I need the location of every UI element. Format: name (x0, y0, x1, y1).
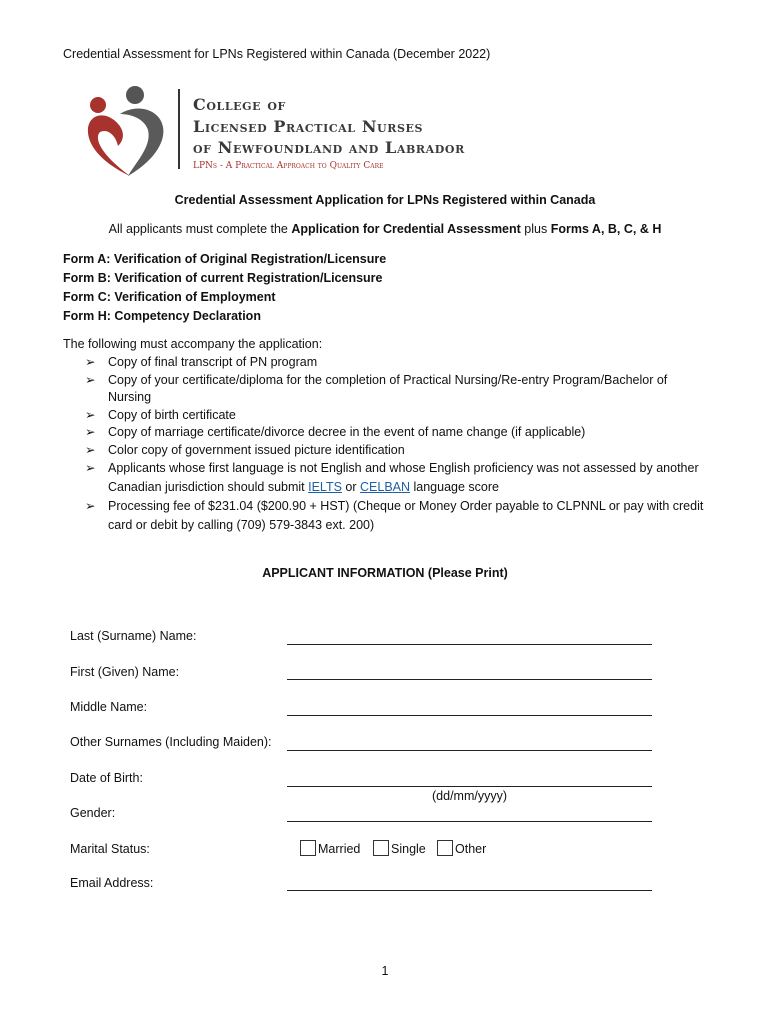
running-header: Credential Assessment for LPNs Registered within Canada (December 2022) (63, 47, 491, 61)
requirement-item (85, 497, 710, 535)
requirement-text: Applicants whose first language is not English and whose English proficiency was not assessed by another Canadian jurisdiction should submit (108, 461, 699, 494)
logo-person-head-gray (126, 86, 144, 104)
single-checkbox[interactable] (373, 840, 389, 856)
arrow-bullet-icon: ➢ (85, 355, 96, 369)
first-name-label: First (Given) Name: (70, 665, 180, 679)
logo-wordmark (193, 94, 465, 171)
logo-divider (178, 89, 180, 169)
requirement-text: Processing fee of $231.04 ($200.90 + HST) (Cheque or Money Order payable to CLPNNL or pay with credit card or debit by calling (709) 579-3843 ext. 200) (108, 499, 704, 532)
requirement-item (85, 372, 710, 407)
logo-heart-gray (120, 108, 163, 176)
logo-tagline: LPNs - A Practical Approach to Quality Care (193, 160, 384, 171)
intro-application: Application for Credential Assessment (291, 222, 521, 236)
gender-field[interactable] (287, 821, 652, 822)
intro-paragraph (0, 222, 770, 236)
logo-line-1: College of (193, 95, 286, 114)
forms-list (63, 250, 386, 326)
requirements-list (85, 354, 710, 535)
form-b: Form B: Verification of current Registration/Licensure (63, 271, 383, 285)
requirement-text-mid: or (341, 480, 360, 494)
dob-label: Date of Birth: (70, 771, 143, 785)
requirement-item (85, 459, 710, 497)
requirement-text: Copy of final transcript of PN program (108, 355, 318, 369)
ielts-link[interactable]: IELTS (308, 480, 342, 494)
intro-middle: plus (520, 222, 551, 236)
last-name-label: Last (Surname) Name: (70, 629, 197, 643)
arrow-bullet-icon: ➢ (85, 499, 96, 513)
middle-name-field[interactable] (287, 715, 652, 716)
logo-heart-red (88, 115, 130, 176)
gender-label: Gender: (70, 806, 116, 820)
arrow-bullet-icon: ➢ (85, 372, 96, 387)
middle-name-label: Middle Name: (70, 700, 148, 714)
page-number: 1 (381, 964, 389, 978)
arrow-bullet-icon: ➢ (85, 461, 96, 475)
requirement-item (85, 354, 710, 372)
arrow-bullet-icon: ➢ (85, 425, 96, 439)
document-title: Credential Assessment Application for LPNs Registered within Canada (174, 193, 596, 207)
requirement-text: Copy of birth certificate (108, 407, 236, 422)
last-name-field[interactable] (287, 644, 652, 645)
other-checkbox[interactable] (437, 840, 453, 856)
married-option-label: Married (318, 842, 361, 856)
other-option-label: Other (455, 842, 487, 856)
requirement-text: Color copy of government issued picture identification (108, 442, 405, 457)
requirements-intro: The following must accompany the application: (63, 337, 323, 351)
logo-line-3: of Newfoundland and Labrador (193, 138, 465, 157)
logo-person-head-red (90, 97, 106, 113)
single-option-label: Single (391, 842, 426, 856)
requirement-item (85, 442, 710, 460)
requirement-text: Copy of marriage certificate/divorce decree in the event of name change (if applicable) (108, 425, 586, 439)
first-name-field[interactable] (287, 679, 652, 680)
intro-prefix: All applicants must complete the (108, 222, 292, 236)
requirement-text: Copy of your certificate/diploma for the completion of Practical Nursing/Re-entry Program/Bachelor of Nursing (108, 372, 668, 404)
marital-status-label: Marital Status: (70, 842, 150, 856)
arrow-bullet-icon: ➢ (85, 442, 96, 457)
celban-link[interactable]: CELBAN (360, 480, 411, 494)
other-surnames-label: Other Surnames (Including Maiden): (70, 735, 272, 749)
requirement-item (85, 424, 710, 442)
intro-forms: Forms A, B, C, & H (550, 222, 662, 236)
form-a: Form A: Verification of Original Registration/Licensure (63, 252, 387, 266)
arrow-bullet-icon: ➢ (85, 407, 96, 422)
applicant-section-title: APPLICANT INFORMATION (Please Print) (262, 566, 508, 580)
logo-line-2: Licensed Practical Nurses (193, 116, 424, 136)
email-field[interactable] (287, 890, 652, 891)
form-h: Form H: Competency Declaration (63, 309, 261, 323)
dob-format-hint: (dd/mm/yyyy) (432, 789, 507, 803)
dob-field[interactable] (287, 786, 652, 787)
married-checkbox[interactable] (300, 840, 316, 856)
other-surnames-field[interactable] (287, 750, 652, 751)
form-c: Form C: Verification of Employment (63, 290, 276, 304)
email-label: Email Address: (70, 876, 154, 890)
requirement-text-suffix: language score (410, 480, 499, 494)
requirement-item (85, 407, 710, 425)
